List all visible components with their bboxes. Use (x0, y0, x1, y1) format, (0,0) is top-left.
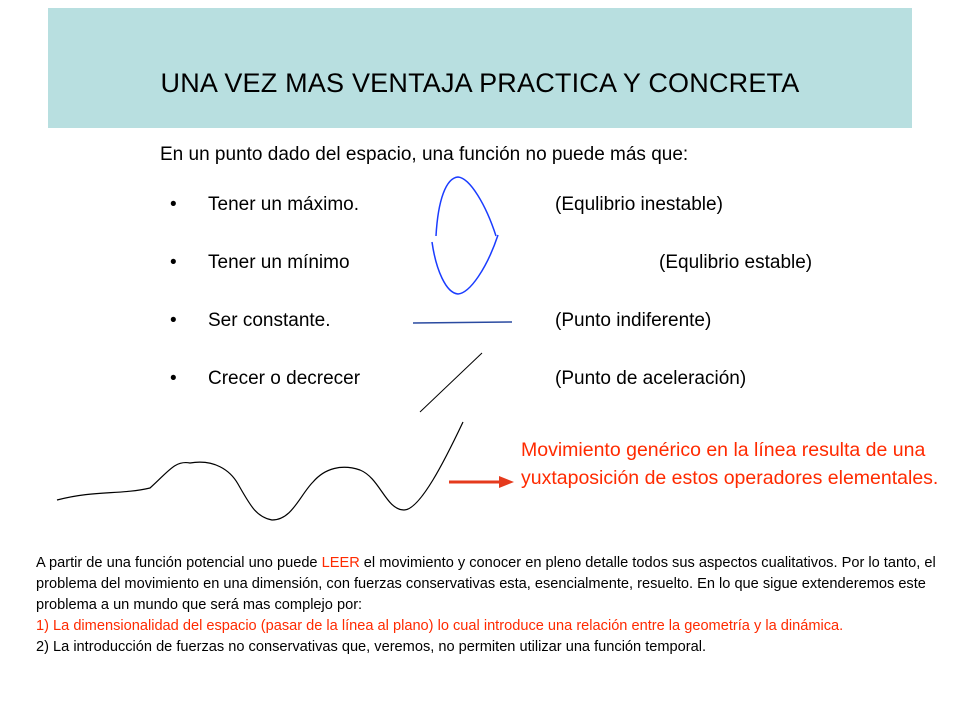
movement-note: Movimiento genérico en la línea resulta de una yuxtaposición de estos operadores elementales. (521, 439, 939, 489)
item-label: Ser constante. (208, 310, 331, 331)
minimum-curve (432, 235, 498, 294)
bullet: • (170, 310, 177, 331)
generic-potential-curve (57, 422, 463, 520)
constant-line (413, 322, 512, 323)
item-note: (Punto de aceleración) (555, 368, 747, 389)
item-note: (Equlibrio estable) (659, 252, 813, 273)
arrow-right-icon (499, 476, 514, 488)
item-note: (Equlibrio inestable) (555, 194, 723, 215)
item-label: Tener un máximo. (208, 194, 360, 215)
item-label: Tener un mínimo (208, 252, 350, 273)
item-note: (Punto indiferente) (555, 310, 712, 331)
intro-text: En un punto dado del espacio, una función no puede más que: (160, 144, 689, 165)
point-two: 2) La introducción de fuerzas no conservativas que, veremos, no permiten utilizar una función temporal. (36, 639, 707, 655)
bullet: • (170, 368, 177, 389)
maximum-curve (436, 177, 496, 236)
paragraph-text-after: el movimiento y conocer en pleno detalle todos sus aspectos cualitativos. Por lo tanto, el problema del movimiento en una dimensión, con fuerzas conservativas esta, esencialmente, resuelto. En lo que sigue extenderemos este problema a un mundo que será mas complejo por: (36, 555, 936, 613)
bullet: • (170, 194, 177, 215)
point-one: 1) La dimensionalidad del espacio (pasar de la línea al plano) lo cual introduce una relación entre la geometría y la dinámica. (36, 618, 844, 634)
bullet: • (170, 252, 177, 273)
explanation-paragraph (36, 553, 946, 658)
item-label: Crecer o decrecer (208, 368, 361, 389)
paragraph-text-before: A partir de una función potencial uno puede (36, 555, 322, 571)
paragraph-intro (36, 553, 946, 616)
leer-highlight: LEER (321, 555, 360, 571)
increasing-line (420, 353, 482, 412)
slide-title: UNA VEZ MAS VENTAJA PRACTICA Y CONCRETA (160, 68, 800, 98)
